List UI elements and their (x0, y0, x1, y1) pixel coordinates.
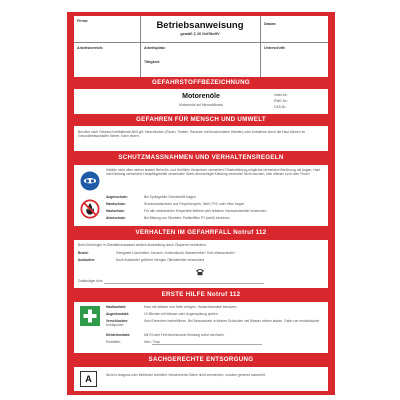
entsorgung-text: Nicht in Ausguss oder Mülltonne schütten! Verschmierte Dielen nicht vermischen, sondern getrennt sammeln! (106, 373, 266, 377)
auslaufen-row: Auslaufen: Noch Ausleckter größerer Mengen Ölbindemittel verwenden! (78, 258, 205, 262)
ersthelfer-row: Ersthelfer: Herr / Frau (106, 340, 160, 344)
gefahrstoff-box (74, 89, 328, 114)
gefahrfall-box (74, 240, 328, 288)
gefahren-box (74, 126, 328, 151)
gefahren-text: Bei dem nach Gebrauch entfallende Altöl gilt: Verschlucken (Essen, Trinken, Rauchen mit beschmutzten Händen) oder Aufnahme durch die Haut können zu Gesundheitsschäden führen. Kann reizen. (78, 130, 306, 139)
page-title: Betriebsanweisung (156, 20, 244, 31)
handschutz-row: Handschutz: Schutzhandschuhe aus Polychloropren, Nitril, PVC oder Viton tragen (106, 202, 245, 206)
brand-row: Brand: Geeignete Löschmittel: Schaum, Kohlendioxid, Wassernebel ! Kein Wasserstrahl ! (78, 251, 236, 255)
section-heading-gefahren: GEFAHREN FÜR MENSCH UND UMWELT (74, 115, 328, 124)
first-aid-icon (80, 306, 100, 326)
no-fire-icon (80, 199, 100, 219)
gefahrfall-text: Beim Einbringen in Oberflächenwasser weitere Ausbreitung durch Ölsperren verhindern. (78, 243, 207, 247)
arbeitsplatz-label: Arbeitsplatz: (144, 46, 166, 50)
section-heading-schutz: SCHUTZMASSNAHMEN UND VERHALTENSREGELN (74, 153, 328, 162)
section-heading-gefahrfall: VERHALTEN IM GEFAHRFALL Notruf 112 (74, 228, 328, 237)
augenschutz-row: Augenschutz: Bei Spritzgefahr Schutzbrille tragen (106, 195, 196, 199)
atemschutz-row: Atemschutz: Bei Bildung von Ölnebeln: Partikelfilter P2 (weiß) benutzen (106, 216, 230, 220)
section-heading-gefahrstoff: GEFAHRSTOFFBEZEICHNUNG (74, 78, 328, 87)
unterschrift-label: Unterschrift: (264, 46, 286, 50)
header-box (74, 16, 328, 77)
firma-label: Firma: (77, 19, 88, 23)
page-subtitle: gemäß § 20 GefStoffV (180, 32, 220, 36)
arbeitsbereich-label: Arbeitsbereich: (77, 46, 104, 50)
schutz-box (74, 165, 328, 226)
verschlucken-row: Verschlucken: Kein Erbrechen herbeiführen. Bei Bewusstsein in kleinen Schlucken viel Wasser trinken lassen. Gabe von medizinischer Kohlepulver. (106, 319, 320, 328)
eye-protection-icon (80, 171, 100, 191)
hautschutz-row: Hautschutz: Für alle unbedeckten Körperteile fettfreie oder fettarme Hautschutzmittel verwenden (106, 209, 267, 213)
index-nr: Index-Nr.: (274, 93, 289, 97)
section-heading-entsorgung: SACHGERECHTE ENTSORGUNG (74, 355, 328, 364)
section-heading-erstehilfe: ERSTE HILFE Notruf 112 (74, 290, 328, 299)
augenkontakt-row: Augenkontakt: 10 Minuten mit Wasser oder Augenspülung spülen. (106, 312, 219, 316)
taetigkeit-label: Tätigkeit: (144, 60, 160, 64)
substance-description: Motorenöle auf Mineralölbasis (179, 103, 223, 107)
entsorgung-box (74, 367, 328, 391)
telephone-icon (195, 268, 205, 276)
document-sheet (67, 12, 335, 395)
zustaendiger-arzt: Zuständiger Arzt: (78, 279, 103, 283)
hautkontakt-row: Hautkontakt: Haut mit Wasser und Seife reinigen. Hautschutzmittel benutzen. (106, 305, 238, 309)
ewg-nr: EWG-Nr.: (274, 99, 289, 103)
disposal-a-icon: A (80, 371, 97, 387)
schutz-text: Gefäße nicht offen stehen lassen! Beim Ab- und Umfüllen Verspritzen vermeiden! Ölnebelbildung möglichst vermeiden! Berührung mit Augen, Haut und Kleidung vermeiden! Hautpflegemittel verwenden! Stark verunreinigte Kleidung wechseln! Nicht rauchen, kein offenes Licht oder Feuer! (106, 168, 321, 177)
substance-name: Motorenöle (182, 93, 220, 100)
datum-label: Datum: (264, 22, 277, 26)
kleiderkontakt-row: Kleiderkontakt: Mit Öl oder Fett beschmutzte Kleidung sofort wechseln. (106, 333, 225, 337)
erstehilfe-box (74, 302, 328, 353)
cas-nr: CAS-Nr.: (274, 105, 288, 109)
